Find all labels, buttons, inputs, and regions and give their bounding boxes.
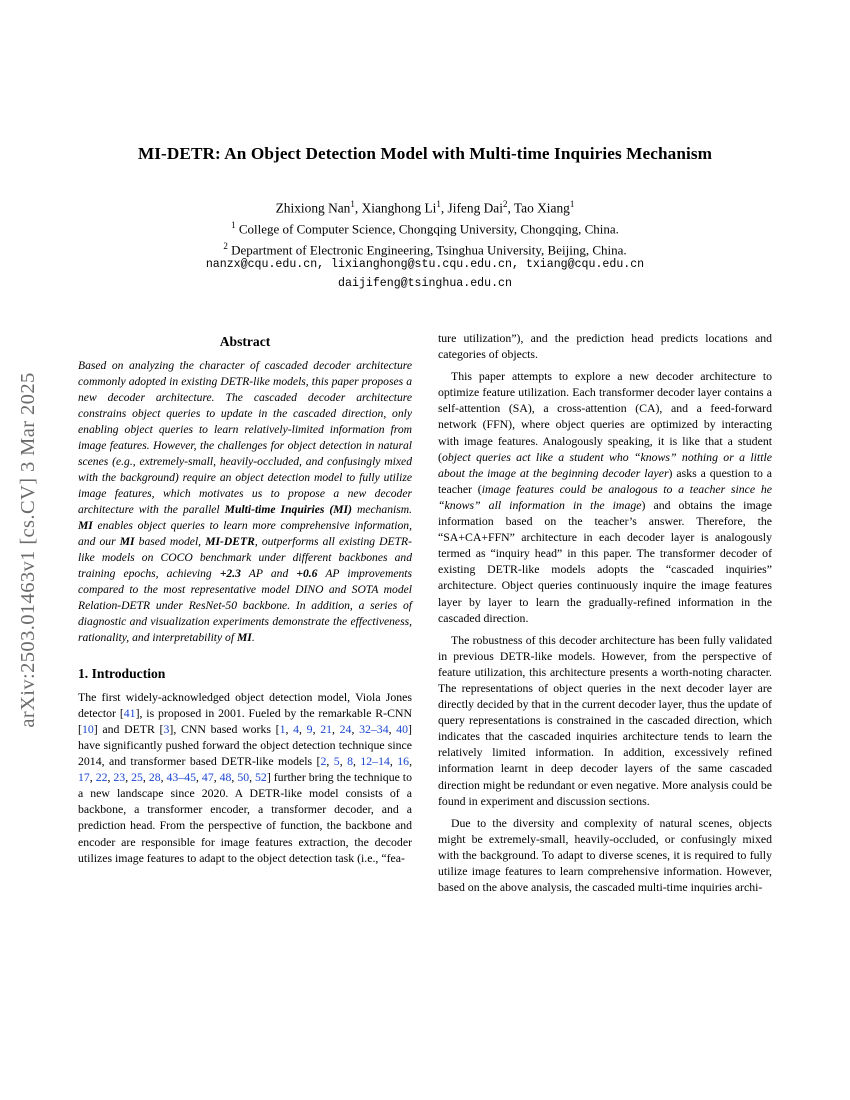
text-run: ], is proposed in 2001. Fueled by the remarkable R-CNN [ (78, 705, 413, 736)
text-run: , (312, 721, 321, 736)
affiliation-marker-2: 2 (223, 240, 228, 251)
text-run: , (249, 770, 256, 785)
author-affil-marker: 2 (502, 199, 508, 209)
body-columns (78, 330, 772, 901)
author-names: Zhixiong Nan$^1$, Xianghong Li$^1$, Jifeng Dai$^2$, Tao Xiang$^1$ (275, 199, 575, 216)
text-run: , (332, 721, 340, 736)
text-run: , (389, 754, 398, 769)
abstract-seg-3: enables object queries to learn more comprehensive information, and our (78, 518, 412, 548)
citation-link[interactable]: 32–34 (359, 721, 389, 736)
right-p2-seg-a: This paper attempts to explore a new decoder architecture to optimize feature utilization. Each transformer decoder layer contains a self-attention (SA), a cross-attention (CA), and a feed-forward network (FFN), where object queries are optimized by interacting with image features. Analogously speaking, it is like that a student ( (438, 369, 772, 464)
affiliation-2: $^2$ Department of Electronic Engineering, Tsinghua University, Beijing, China. (223, 240, 627, 258)
abstract-heading: Abstract (219, 334, 271, 349)
text-run: ] further bring the technique to a new landscape since 2020. A DETR-like model consists of a backbone, a transformer encoder, a transformer decoder, and a prediction head. From the perspective of function, the backbone and encoder are responsible for image features extraction, the decoder utilizes image features to adapt to the object detection task (i.e., “fea- (78, 770, 412, 865)
introduction-heading: 1. Introduction (78, 665, 166, 681)
citation-link[interactable]: 4 (293, 721, 300, 736)
abstract-bold-4: MI-DETR (205, 534, 255, 548)
text-run: The first widely-acknowledged object detection model, Viola Jones detector [ (78, 689, 412, 720)
abstract-seg-5: , outperforms all existing DETR-like models on COCO benchmark under different backbones and training epochs, achieving (78, 534, 413, 580)
text-run: , (352, 754, 361, 769)
abstract-seg-4: based model, (134, 534, 206, 548)
citation-link[interactable]: 8 (347, 754, 353, 769)
citation-link[interactable]: 28 (148, 770, 161, 785)
right-paragraph-2 (438, 368, 772, 626)
citation-link[interactable]: 17 (78, 770, 90, 785)
right-column (438, 330, 772, 901)
citation-link[interactable]: 24 (339, 721, 352, 736)
introduction-paragraph-1 (78, 689, 412, 866)
abstract-bold-7: MI (236, 630, 252, 644)
right-paragraph-1: ture utilization”), and the prediction head predicts locations and categories of objects. (438, 331, 772, 362)
citation-link[interactable]: 10 (81, 721, 94, 736)
abstract-seg-6: AP and (240, 566, 297, 580)
citation-link[interactable]: 48 (219, 770, 232, 785)
left-column (78, 330, 412, 901)
text-run: ], CNN based works [ (169, 721, 280, 736)
arxiv-stamp (0, 0, 56, 1100)
affiliation-marker-1: 1 (231, 220, 236, 231)
right-p2-italic-1: object queries act like a student who “knows” nothing or a little about the image at the beginning decoder layer (438, 449, 772, 480)
citation-link[interactable]: 50 (237, 770, 250, 785)
abstract-body (78, 358, 412, 646)
citation-link[interactable]: 9 (306, 721, 313, 736)
arxiv-stamp-text: arXiv:2503.01463v1 [cs.CV] 3 Mar 2025 (16, 372, 39, 728)
text-run: , (160, 770, 167, 785)
citation-link[interactable]: 25 (131, 770, 143, 785)
text-run: ] have significantly pushed forward the object detection technique since 2014, and transformer based DETR-like models [ (78, 721, 412, 769)
abstract-bold-6: +0.6 (296, 566, 318, 580)
right-p2-italic-2: image features could be analogous to a teacher since he “knows” all information in the image (438, 481, 772, 512)
abstract-seg-8: . (251, 630, 255, 644)
author-affil-marker: 1 (436, 199, 441, 209)
text-run: , (388, 721, 397, 736)
author-affil-marker: 1 (350, 199, 355, 209)
page-title: MI-DETR: An Object Detection Model with Multi-time Inquiries Mechanism (137, 144, 713, 163)
author-affil-marker: 1 (569, 199, 575, 209)
text-run: , (339, 754, 348, 769)
text-run: , (89, 770, 96, 785)
citation-link[interactable]: 43–45 (166, 770, 197, 785)
text-run: , (107, 770, 114, 785)
abstract-bold-2: MI (78, 518, 93, 532)
citation-link[interactable]: 40 (396, 721, 409, 736)
text-run: , (142, 770, 149, 785)
paper-page (78, 0, 772, 1100)
abstract-bold-5: +2.3 (219, 566, 241, 580)
text-run: , (409, 754, 413, 769)
right-p2-seg-c: ) and obtains the image information based on the teacher’s answer. Therefore, the “SA+CA+FFN” architecture in each decoder layer is analogously termed as “inquiry head” in this paper. The transformer decoder of existing DETR-like models adopts the “cascaded inquiries” architecture. Object queries continuously inquire the image features layer by layer to learn the gradually-refined information in the cascaded direction. (438, 497, 772, 625)
affiliation-1: $^1$ College of Computer Science, Chongqing University, Chongqing, China. (231, 220, 619, 237)
abstract-bold-3: MI (119, 534, 135, 548)
text-run: ] and DETR [ (93, 721, 164, 736)
text-run: , (125, 770, 132, 785)
email-block (78, 256, 772, 293)
abstract-seg-1: Based on analyzing the character of cascaded decoder architecture commonly adopted in existing DETR-like models, this paper proposes a new decoder architecture. The cascaded decoder architecture constrains object queries to update in the cascaded direction, only enabling object queries to learn relatively-limited information from image features. However, the challenges for object detection in natural scenes (e.g., extremely-small, heavily-occluded, and confusingly mixed with the background) require an object detection model to fully utilize image features, which motivates us to propose a new decoder architecture with the parallel (78, 359, 412, 516)
abstract-paragraph (78, 358, 412, 646)
citation-link[interactable]: 2 (320, 754, 327, 769)
text-run: , (326, 754, 334, 769)
citation-link[interactable]: 3 (163, 721, 170, 736)
email-line-1: nanzx@cqu.edu.cn, lixianghong@stu.cqu.edu.cn, txiang@cqu.edu.cn (205, 258, 645, 271)
citation-link[interactable]: 1 (279, 721, 286, 736)
text-run: , (351, 721, 360, 736)
right-paragraph-3: The robustness of this decoder architecture has been fully validated in previous DETR-like models. However, from the perspective of feature utilization, this architecture presents a worth-noting character. The representations of object queries in the next decoder layer are directly decided by that in the current decoder layer, thus the update of query representations is constrained in the cascaded direction, which indicates that the cascaded inquiries architecture tends to learn the relatively limited information. In addition, excessively refined information learnt in deep decoder layers of the same cascaded direction might be redundant or even negative. More analysis could be found in experiment and discussion sections. (438, 632, 772, 808)
right-p2-seg-b: ) asks a question to a teacher ( (438, 465, 772, 496)
citation-link[interactable]: 47 (201, 770, 214, 785)
text-run: , (213, 770, 220, 785)
text-run: , (285, 721, 294, 736)
citation-link[interactable]: 16 (397, 754, 410, 769)
author-block (78, 198, 772, 260)
citation-link[interactable]: 22 (95, 770, 108, 785)
text-run: , (299, 721, 307, 736)
citation-link[interactable]: 12–14 (360, 754, 390, 769)
abstract-seg-7: AP improvements compared to the most representative model DINO and SOTA model Relation-DETR under ResNet-50 backbone. In addition, a series of diagnostic and visualization experiments demonstrate the effectiveness, rationality, and interpretability of (78, 566, 412, 644)
citation-link[interactable]: 5 (333, 754, 340, 769)
right-paragraph-4: Due to the diversity and complexity of natural scenes, objects might be extremely-small, heavily-occluded, or confusingly mixed with the background. To adapt to diverse scenes, it is required to fully utilize image features to learn comprehensive information. However, based on the above analysis, the cascaded multi-time inquiries archi- (438, 815, 772, 895)
abstract-bold-1: Multi-time Inquiries (MI) (224, 502, 352, 516)
text-run: , (196, 770, 202, 785)
citation-link[interactable]: 21 (320, 721, 333, 736)
citation-link[interactable]: 41 (123, 705, 136, 720)
email-line-2: daijifeng@tsinghua.edu.cn (338, 276, 512, 290)
citation-link[interactable]: 52 (255, 770, 267, 785)
abstract-seg-2: mechanism. (351, 502, 412, 516)
citation-link[interactable]: 23 (113, 770, 126, 785)
text-run: , (231, 770, 238, 785)
